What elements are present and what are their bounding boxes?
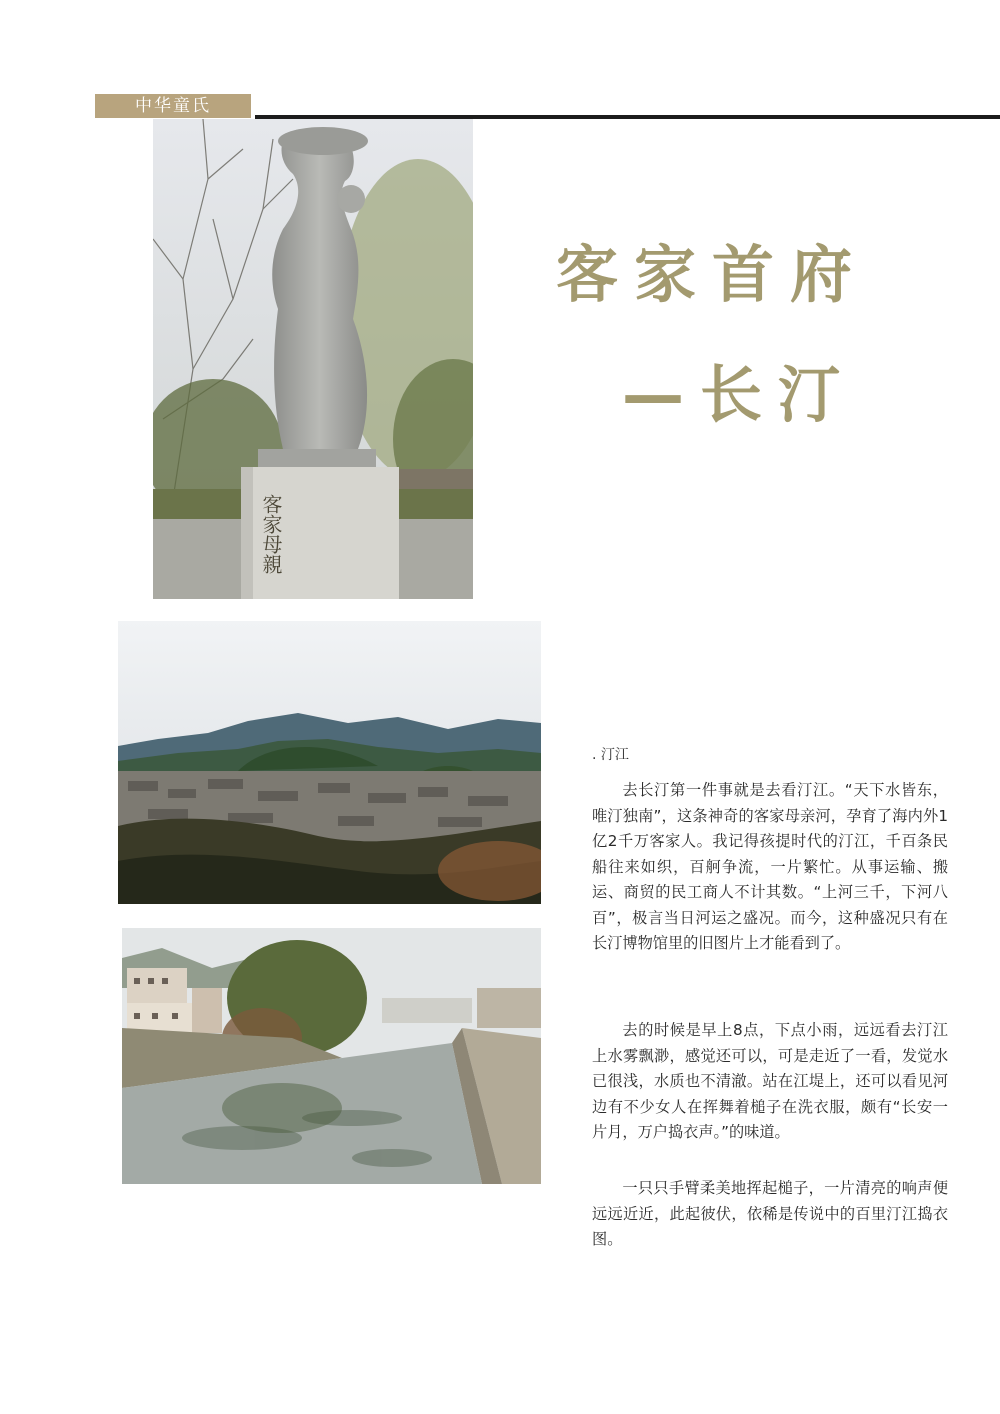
- paragraph-text: 去的时候是早上8点，下点小雨，远远看去汀江上水雾飘渺，感觉还可以，可是走近了一看，发觉水已很浅，水质也不清澈。站在江堤上，还可以看见河边有不少女人在挥舞着槌子在洗衣服，颇有“长安一片月，万户捣衣声。”的味道。: [592, 1021, 948, 1141]
- river-photo: [122, 928, 541, 1184]
- section-heading: . 汀江: [592, 747, 629, 763]
- article-subtitle: —长汀: [622, 358, 857, 431]
- paragraph-text: 去长汀第一件事就是去看汀江。“天下水皆东，唯汀独南”，这条神奇的客家母亲河，孕育了海内外1亿2千万客家人。我记得孩提时代的汀江，千百条民船往来如织，百舸争流，一片繁忙。从事运输、搬运、商贸的民工商人不计其数。“上河三千，下河八百”，极言当日河运之盛况。而今，这种盛况只有在长汀博物馆里的旧图片上才能看到了。: [592, 781, 948, 952]
- statue-photo: [153, 119, 473, 599]
- paragraph: [592, 778, 948, 957]
- paragraph: [592, 1018, 948, 1146]
- paragraph: [592, 1176, 948, 1253]
- paragraph-text: 一只只手臂柔美地挥起槌子，一片清亮的响声便远远近近，此起彼伏，依稀是传说中的百里汀江捣衣图。: [592, 1179, 948, 1248]
- section-tag: 中华童氏: [95, 94, 251, 118]
- statue-inscription: 客家母親: [259, 494, 283, 574]
- town-panorama-photo: [118, 621, 541, 904]
- article-title: 客家首府: [556, 238, 869, 311]
